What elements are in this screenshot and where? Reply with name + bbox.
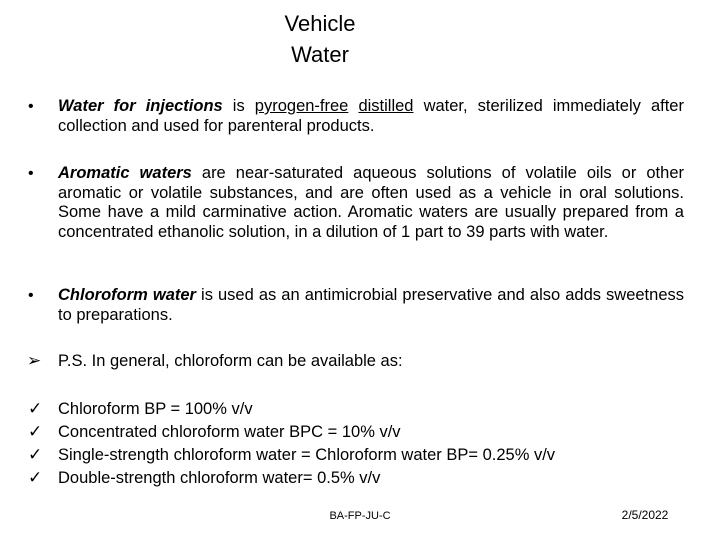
underlined-term-distilled: distilled — [358, 97, 414, 115]
checkmark-icon: ✓ — [28, 445, 43, 464]
term-chloroform-water: Chloroform water — [58, 286, 196, 304]
checkmark-icon: ✓ — [28, 399, 43, 418]
text-segment: is — [222, 97, 255, 115]
list-item — [28, 398, 688, 421]
text-segment: water, sterilized immediately after collection and used for parenteral products. — [58, 97, 684, 135]
text-segment — [348, 97, 358, 115]
list-item — [28, 467, 688, 490]
paragraph-aromatic-waters — [58, 164, 684, 242]
list-item — [28, 421, 688, 444]
term-aromatic-waters: Aromatic waters — [58, 164, 192, 182]
underlined-term-pyrogen-free: pyrogen-free — [254, 97, 349, 115]
arrow-bullet-icon: ➢ — [27, 351, 42, 370]
list-item-text: Double-strength chloroform water= 0.5% v/v — [58, 469, 381, 487]
ps-note: P.S. In general, chloroform can be available as: — [58, 352, 403, 370]
bullet-marker: • — [28, 98, 34, 115]
title-line-1: Vehicle — [284, 11, 356, 36]
list-item-text: Concentrated chloroform water BPC = 10% v/v — [58, 423, 401, 441]
footer-code: BA-FP-JU-C — [329, 510, 391, 522]
title-line-2: Water — [291, 42, 349, 67]
list-item-text: Chloroform BP = 100% v/v — [58, 400, 253, 418]
chloroform-forms-list — [28, 398, 688, 490]
paragraph-chloroform-water — [58, 286, 684, 325]
term-water-for-injections: Water for injections — [58, 97, 223, 115]
text-segment: are near-saturated aqueous solutions of volatile oils or other aromatic or volatile substances, and are often used as a vehicle in oral solutions. Some have a mild carminative action. Aromatic waters are usually prepared from a concentrated ethanolic solution, in a dilution of 1 part to 39 parts with water. — [58, 164, 684, 241]
footer-date: 2/5/2022 — [621, 508, 669, 522]
checkmark-icon: ✓ — [28, 422, 43, 441]
paragraph-water-for-injections — [58, 97, 684, 136]
bullet-marker: • — [28, 287, 34, 304]
list-item — [28, 444, 688, 467]
list-item-text: Single-strength chloroform water = Chloroform water BP= 0.25% v/v — [58, 446, 556, 464]
slide-title — [200, 8, 440, 70]
text-segment: is used as an antimicrobial preservative and also adds sweetness to preparations. — [58, 286, 684, 324]
checkmark-icon: ✓ — [28, 468, 43, 487]
bullet-marker: • — [28, 165, 34, 182]
